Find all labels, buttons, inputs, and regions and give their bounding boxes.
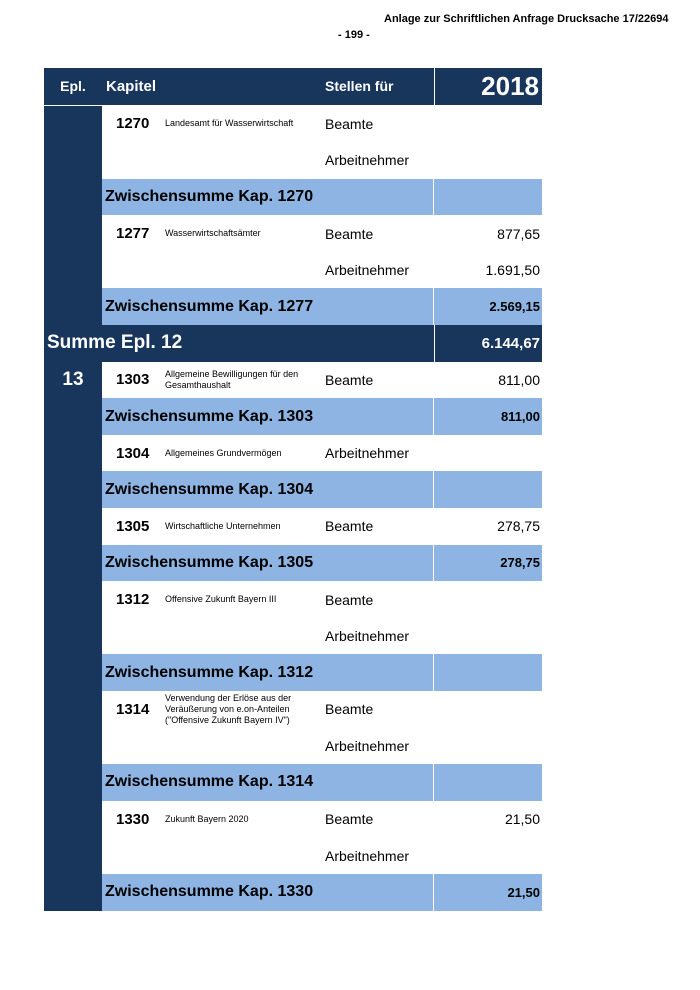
subtotal-row <box>44 288 542 325</box>
table-row <box>44 837 542 874</box>
epl-column-band <box>44 654 102 691</box>
table-row <box>44 215 542 252</box>
subtotal-row <box>44 545 542 582</box>
table-row <box>44 252 542 289</box>
kapitel-number: 1270 <box>116 115 150 133</box>
stellen-type: Arbeitnehmer <box>325 628 410 645</box>
header-divider <box>434 68 435 105</box>
epl-column-band <box>44 545 102 582</box>
table-row <box>44 581 542 618</box>
epl-column-band <box>44 471 102 508</box>
kapitel-number: 1305 <box>116 517 150 535</box>
stellen-type: Arbeitnehmer <box>325 445 410 462</box>
epl-column-band <box>44 252 102 289</box>
table-body <box>44 106 542 911</box>
stellen-type: Beamte <box>325 518 374 535</box>
value-2018: 21,50 <box>504 811 540 828</box>
value-2018: 811,00 <box>498 371 540 388</box>
kapitel-number: 1314 <box>116 700 150 718</box>
subtotal-label: Zwischensumme Kap. 1314 <box>102 764 434 801</box>
epl-column-band <box>44 142 102 179</box>
value-2018: 278,75 <box>497 518 540 535</box>
stellen-type: Beamte <box>325 115 374 132</box>
epl-column-band <box>44 837 102 874</box>
page-number: - 199 - <box>338 29 370 41</box>
stellen-type: Arbeitnehmer <box>325 262 410 279</box>
kapitel-name: Allgemeines Grundvermögen <box>165 447 282 458</box>
subtotal-row <box>44 471 542 508</box>
table-header <box>44 68 542 106</box>
table-row <box>44 691 542 728</box>
epl-number: 13 <box>62 368 84 390</box>
value-2018: 1.691,50 <box>485 262 540 279</box>
subtotal-label: Zwischensumme Kap. 1305 <box>102 545 434 582</box>
subtotal-row <box>44 179 542 216</box>
epl-column-band <box>44 215 102 252</box>
kapitel-number: 1277 <box>116 225 150 243</box>
subtotal-value: 21,50 <box>507 884 540 900</box>
subtotal-label: Zwischensumme Kap. 1304 <box>102 471 434 508</box>
table-row <box>44 508 542 545</box>
table-row <box>44 801 542 838</box>
kapitel-number: 1303 <box>116 371 150 389</box>
kapitel-name: Wasserwirtschaftsämter <box>165 228 261 239</box>
col-header-stellen: Stellen für <box>325 78 394 95</box>
subtotal-row <box>44 874 542 911</box>
stellen-type: Beamte <box>325 225 374 242</box>
epl-column-band <box>44 764 102 801</box>
epl-column-band <box>44 581 102 618</box>
kapitel-number: 1330 <box>116 810 150 828</box>
epl-column-band <box>44 801 102 838</box>
subtotal-value: 2.569,15 <box>489 299 540 315</box>
subtotal-value: 811,00 <box>500 409 540 425</box>
kapitel-number: 1304 <box>116 444 150 462</box>
epl-column-band <box>44 691 102 728</box>
stellen-type: Arbeitnehmer <box>325 737 410 754</box>
epl-column-band <box>44 106 102 143</box>
kapitel-number: 1312 <box>116 591 150 609</box>
col-header-epl: Epl. <box>60 78 86 95</box>
stellen-type: Arbeitnehmer <box>325 152 410 169</box>
table-row <box>44 618 542 655</box>
epl-column-band <box>44 179 102 216</box>
subtotal-label: Zwischensumme Kap. 1312 <box>102 654 434 691</box>
stellen-type: Beamte <box>325 701 374 718</box>
summary-row <box>44 325 542 362</box>
epl-column-band <box>44 508 102 545</box>
col-header-year: 2018 <box>481 70 539 101</box>
epl-column-band <box>44 874 102 911</box>
subtotal-label: Zwischensumme Kap. 1270 <box>102 179 434 216</box>
personnel-table <box>44 68 542 911</box>
kapitel-name: Wirtschaftliche Unternehmen <box>165 520 281 531</box>
subtotal-value: 278,75 <box>500 555 540 571</box>
col-header-kapitel: Kapitel <box>106 77 157 95</box>
subtotal-row <box>44 764 542 801</box>
epl-column-band <box>44 728 102 765</box>
kapitel-name: Verwendung der Erlöse aus der Veräußerung von e.on-Anteilen ("Offensive Zukunft Bayern IV") <box>165 692 292 725</box>
summary-label: Summe Epl. 12 <box>47 332 183 354</box>
table-row <box>44 435 542 472</box>
kapitel-name: Landesamt für Wasserwirtschaft <box>165 118 294 129</box>
epl-column-band <box>44 398 102 435</box>
kapitel-name: Allgemeine Bewilligungen für den Gesamthaushalt <box>165 368 299 390</box>
table-row <box>44 362 542 399</box>
subtotal-label: Zwischensumme Kap. 1277 <box>102 288 434 325</box>
subtotal-label: Zwischensumme Kap. 1303 <box>102 398 434 435</box>
value-2018: 877,65 <box>497 225 540 242</box>
table-row <box>44 728 542 765</box>
stellen-type: Beamte <box>325 591 374 608</box>
kapitel-name: Zukunft Bayern 2020 <box>165 813 249 824</box>
subtotal-row <box>44 654 542 691</box>
stellen-type: Beamte <box>325 811 374 828</box>
epl-column-band <box>44 618 102 655</box>
summary-divider <box>434 325 435 362</box>
epl-column-band <box>44 435 102 472</box>
kapitel-name: Offensive Zukunft Bayern III <box>165 594 277 605</box>
table-row <box>44 142 542 179</box>
subtotal-label: Zwischensumme Kap. 1330 <box>102 874 434 911</box>
subtotal-row <box>44 398 542 435</box>
stellen-type: Arbeitnehmer <box>325 847 410 864</box>
document-reference: Anlage zur Schriftlichen Anfrage Drucksache 17/22694 <box>384 13 669 25</box>
epl-column-band <box>44 288 102 325</box>
stellen-type: Beamte <box>325 371 374 388</box>
summary-value: 6.144,67 <box>481 334 540 352</box>
table-row <box>44 106 542 143</box>
